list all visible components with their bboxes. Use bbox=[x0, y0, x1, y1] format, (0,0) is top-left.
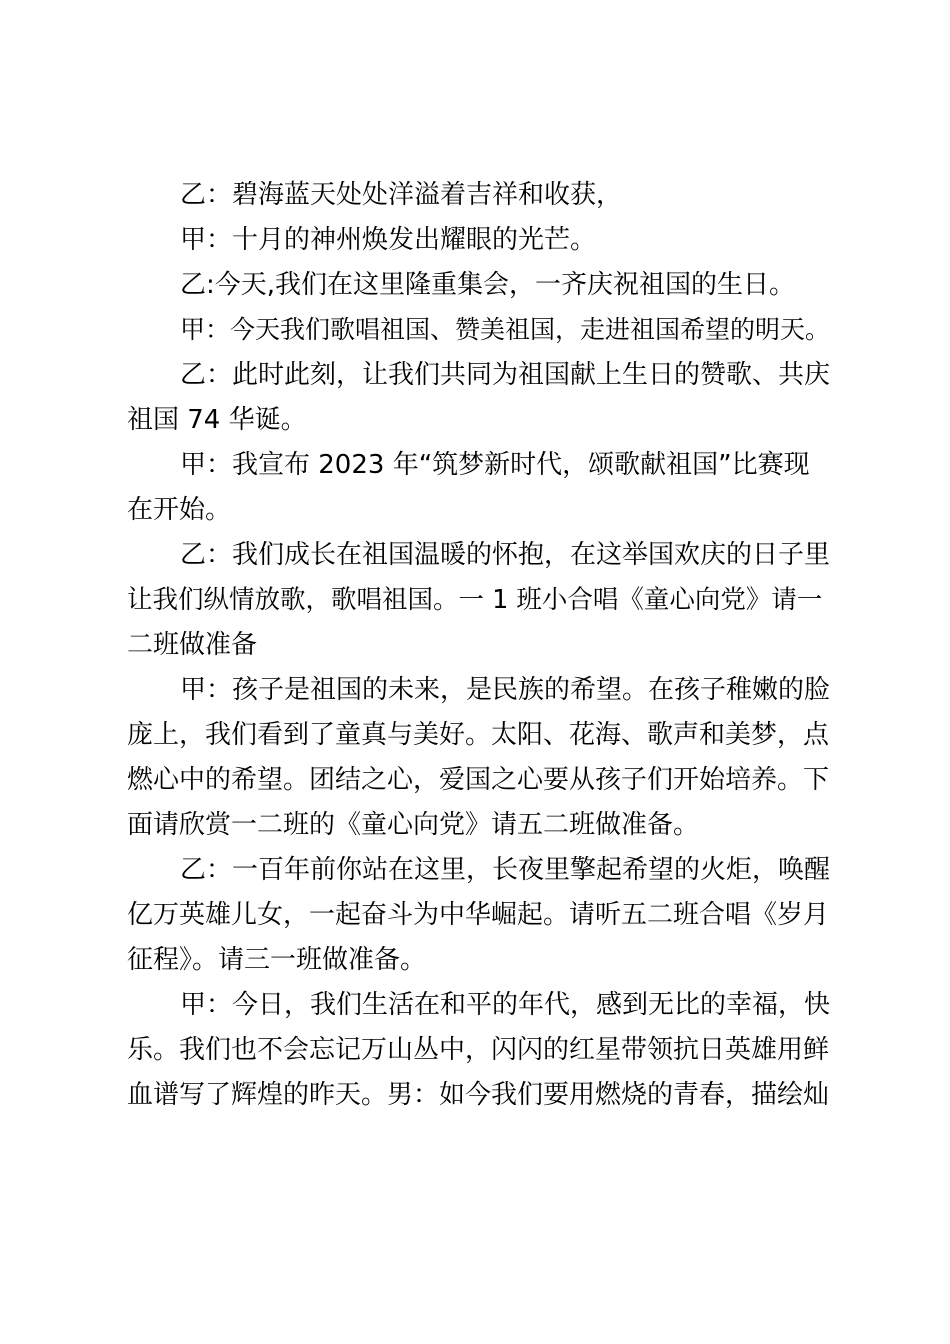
paragraph-line: 血谱写了辉煌的昨天。男：如今我们要用燃烧的青春，描绘灿 bbox=[127, 1080, 830, 1110]
paragraph-line: 乙：碧海蓝天处处洋溢着吉祥和收获， bbox=[180, 180, 623, 210]
paragraph-line: 乙：我们成长在祖国温暖的怀抱，在这举国欢庆的日子里 bbox=[180, 540, 831, 570]
paragraph-line: 二班做准备 bbox=[127, 630, 258, 660]
paragraph-line: 在开始。 bbox=[127, 495, 232, 525]
paragraph-line: 庞上，我们看到了童真与美好。太阳、花海、歌声和美梦，点 bbox=[127, 720, 830, 750]
paragraph-line: 乐。我们也不会忘记万山丛中，闪闪的红星带领抗日英雄用鲜 bbox=[127, 1035, 830, 1065]
paragraph-line: 让我们纵情放歌，歌唱祖国。一 1 班小合唱《童心向党》请一 bbox=[127, 585, 823, 615]
paragraph-line: 燃心中的希望。团结之心，爱国之心要从孩子们开始培养。下 bbox=[127, 765, 830, 795]
paragraph-line: 乙:今天,我们在这里隆重集会，一齐庆祝祖国的生日。 bbox=[180, 270, 796, 300]
paragraph-line: 甲：孩子是祖国的未来，是民族的希望。在孩子稚嫩的脸 bbox=[180, 675, 831, 705]
paragraph-line: 亿万英雄儿女，一起奋斗为中华崛起。请听五二班合唱《岁月 bbox=[127, 900, 830, 930]
paragraph-line: 甲：今日，我们生活在和平的年代，感到无比的幸福，快 bbox=[180, 990, 831, 1020]
paragraph-line: 乙：一百年前你站在这里，长夜里擎起希望的火炬，唤醒 bbox=[180, 855, 831, 885]
paragraph-line: 祖国 74 华诞。 bbox=[127, 405, 307, 435]
paragraph-line: 甲：十月的神州焕发出耀眼的光芒。 bbox=[180, 225, 597, 255]
paragraph-line: 甲：我宣布 2023 年“筑梦新时代，颂歌献祖国”比赛现 bbox=[180, 450, 810, 480]
paragraph-line: 乙：此时此刻，让我们共同为祖国献上生日的赞歌、共庆 bbox=[180, 360, 831, 390]
paragraph-line: 甲：今天我们歌唱祖国、赞美祖国，走进祖国希望的明天。 bbox=[180, 315, 831, 344]
paragraph-line: 征程》。请三一班做准备。 bbox=[127, 945, 427, 975]
paragraph-line: 面请欣赏一二班的《童心向党》请五二班做准备。 bbox=[127, 810, 700, 840]
